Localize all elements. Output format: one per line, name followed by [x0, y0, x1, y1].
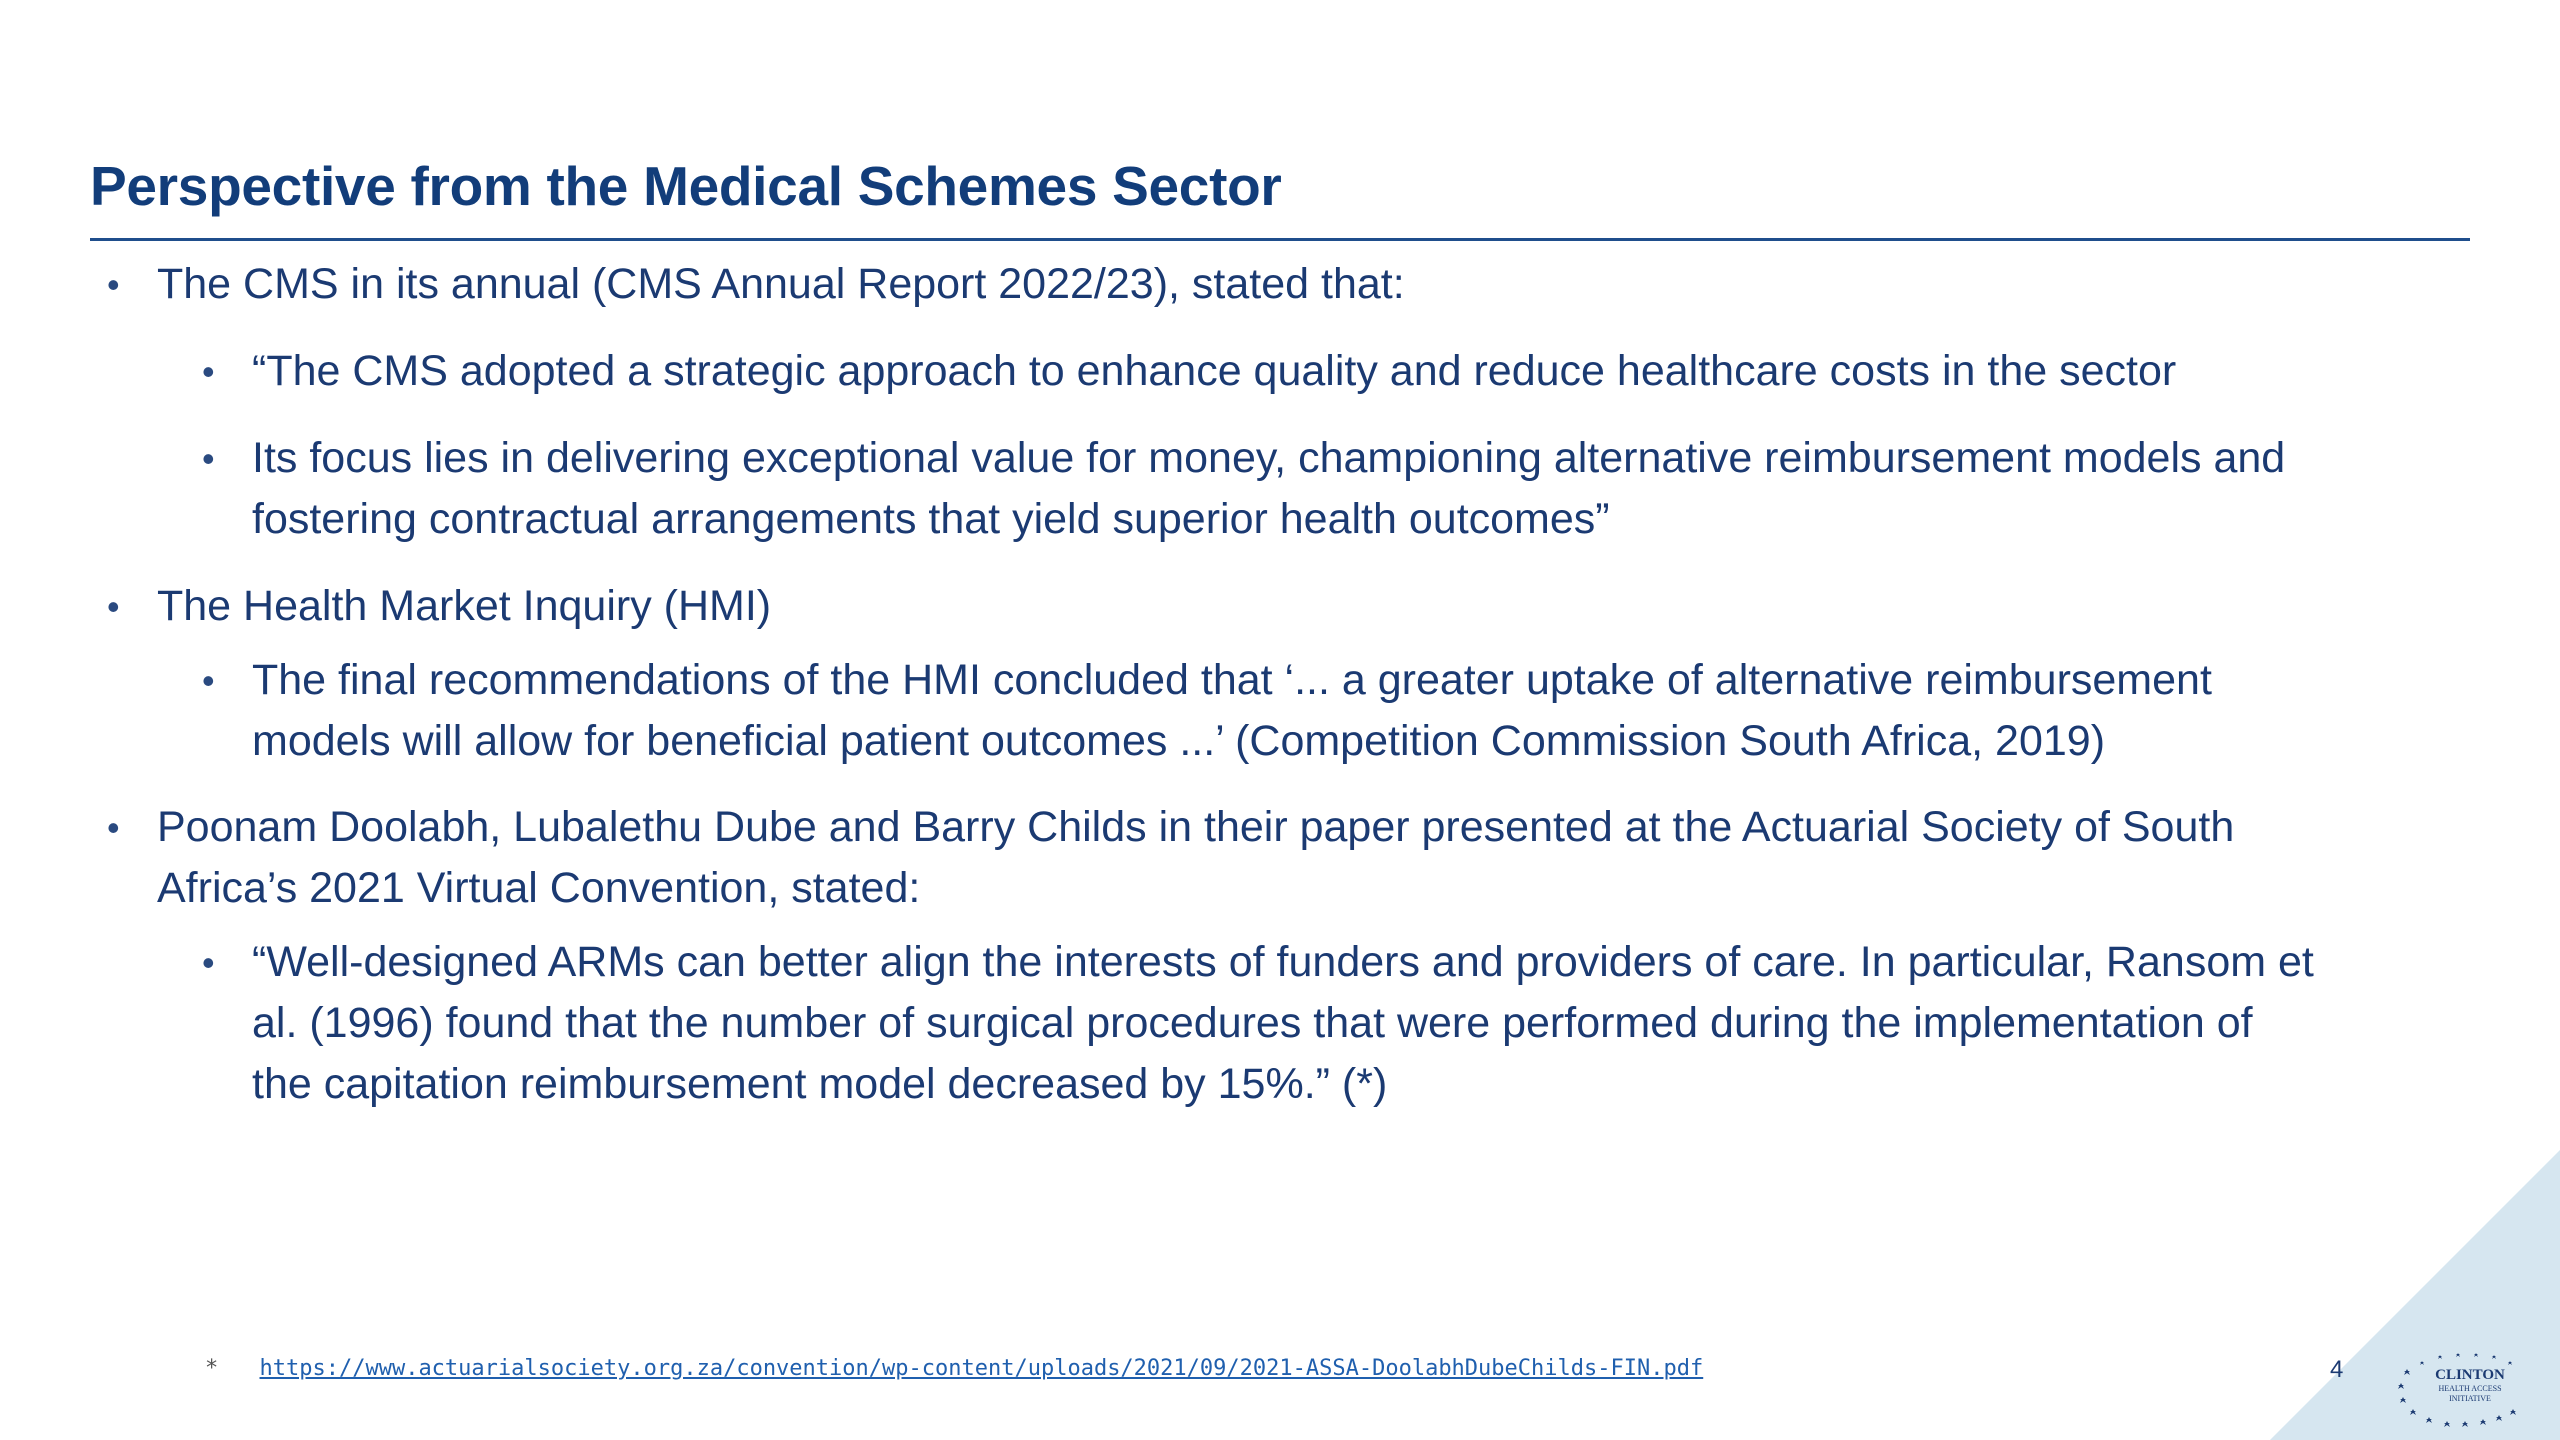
bullet-cms-focus	[202, 428, 2286, 550]
bullet-text-line-3: the capitation reimbursement model decreased by 15%.” (*)	[252, 1060, 1388, 1108]
bullet-marker: •	[202, 351, 215, 392]
bullet-hmi-recommendations	[202, 650, 2212, 772]
bullet-text-line-1: Poonam Doolabh, Lubalethu Dube and Barry Childs in their paper presented at the Actuarial Society of South	[157, 803, 2235, 851]
footnote-marker: *	[205, 1356, 219, 1381]
logo-line-2: HEALTH ACCESS	[2438, 1384, 2502, 1393]
bullet-cms-strategic-approach	[202, 341, 2177, 402]
bullet-marker: •	[107, 807, 120, 848]
footnote	[205, 1356, 1703, 1381]
bullet-text-line-1: “Well-designed ARMs can better align the interests of funders and providers of care. In particular, Ransom et	[252, 938, 2314, 986]
bullet-marker: •	[202, 660, 215, 701]
bullet-text-line-2: models will allow for beneficial patient outcomes ...’ (Competition Commission South Africa, 2019)	[252, 717, 2106, 765]
footnote-link[interactable]: https://www.actuarialsociety.org.za/convention/wp-content/uploads/2021/09/2021-ASSA-DoolabhDubeChilds-FIN.pdf	[259, 1356, 1704, 1381]
bullet-hmi	[107, 576, 772, 637]
slide-title: Perspective from the Medical Schemes Sector	[90, 155, 1282, 217]
bullet-assa-paper	[107, 797, 2235, 919]
clinton-health-access-logo	[2390, 1345, 2530, 1430]
bullet-text: The CMS in its annual (CMS Annual Report 2022/23), stated that:	[157, 260, 1405, 308]
bullet-text: “The CMS adopted a strategic approach to enhance quality and reduce healthcare costs in the sector	[252, 347, 2177, 395]
bullet-text-line-1: Its focus lies in delivering exceptional value for money, championing alternative reimbursement models and	[252, 434, 2286, 482]
logo-line-3: INITIATIVE	[2449, 1394, 2491, 1403]
bullet-marker: •	[202, 438, 215, 479]
bullet-marker: •	[202, 942, 215, 983]
bullet-text: The Health Market Inquiry (HMI)	[157, 582, 772, 630]
bullet-text-line-2: Africa’s 2021 Virtual Convention, stated:	[157, 864, 921, 912]
logo-line-1: CLINTON	[2435, 1367, 2505, 1383]
bullet-text-line-2: fostering contractual arrangements that yield superior health outcomes”	[252, 495, 1610, 543]
title-divider	[90, 238, 2470, 241]
bullet-cms-annual-report	[107, 254, 1405, 315]
bullet-arms-quote	[202, 932, 2314, 1115]
page-number: 4	[2330, 1356, 2344, 1383]
bullet-text-line-1: The final recommendations of the HMI concluded that ‘... a greater uptake of alternative reimbursement	[252, 656, 2212, 704]
bullet-marker: •	[107, 586, 120, 627]
bullet-text-line-2: al. (1996) found that the number of surgical procedures that were performed during the implementation of	[252, 999, 2253, 1047]
bullet-marker: •	[107, 264, 120, 305]
